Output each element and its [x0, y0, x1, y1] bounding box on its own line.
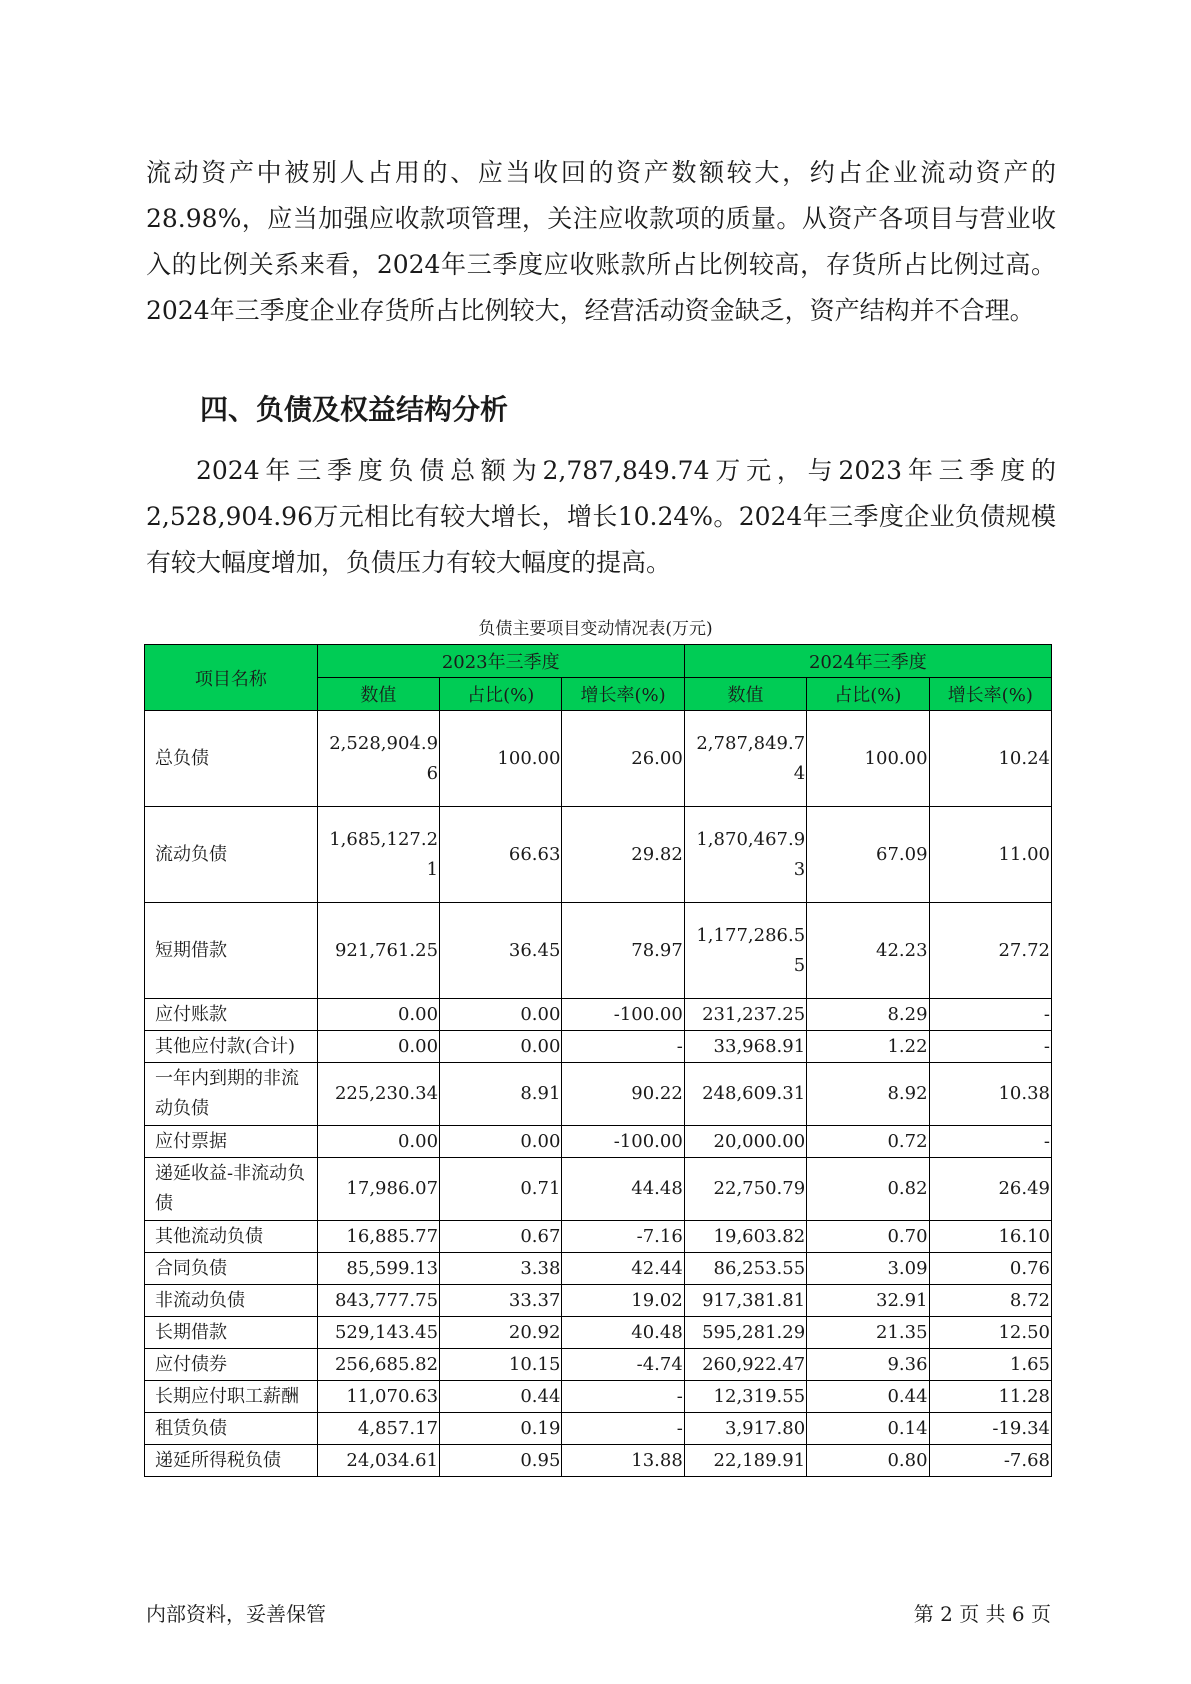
cell-growth-2024: - — [929, 1126, 1051, 1158]
cell-growth-2023: - — [562, 1381, 684, 1413]
cell-value-2024: 260,922.47 — [684, 1349, 806, 1381]
cell-value-2024: 19,603.82 — [684, 1221, 806, 1253]
cell-ratio-2024: 0.14 — [807, 1413, 929, 1445]
table-row — [145, 1445, 1052, 1477]
footer-confidential-note: 内部资料，妥善保管 — [146, 1602, 326, 1626]
cell-growth-2024: 27.72 — [929, 903, 1051, 999]
cell-growth-2023: 42.44 — [562, 1253, 684, 1285]
row-label: 应付账款 — [145, 999, 318, 1031]
row-label: 其他流动负债 — [145, 1221, 318, 1253]
table-row — [145, 1413, 1052, 1445]
row-label: 应付票据 — [145, 1126, 318, 1158]
cell-ratio-2023: 66.63 — [440, 807, 562, 903]
cell-ratio-2023: 8.91 — [440, 1063, 562, 1126]
cell-ratio-2023: 10.15 — [440, 1349, 562, 1381]
cell-value-2023: 0.00 — [317, 999, 439, 1031]
cell-value-2023: 11,070.63 — [317, 1381, 439, 1413]
liabilities-table — [144, 644, 1052, 1477]
cell-ratio-2023: 100.00 — [440, 711, 562, 807]
cell-growth-2024: 10.38 — [929, 1063, 1051, 1126]
cell-value-2024: 917,381.81 — [684, 1285, 806, 1317]
cell-ratio-2023: 36.45 — [440, 903, 562, 999]
table-row — [145, 1381, 1052, 1413]
cell-ratio-2023: 20.92 — [440, 1317, 562, 1349]
row-label: 一年内到期的非流动负债 — [145, 1063, 318, 1126]
cell-ratio-2024: 0.82 — [807, 1158, 929, 1221]
cell-ratio-2023: 0.95 — [440, 1445, 562, 1477]
cell-value-2023: 529,143.45 — [317, 1317, 439, 1349]
cell-value-2024: 3,917.80 — [684, 1413, 806, 1445]
cell-growth-2024: 11.28 — [929, 1381, 1051, 1413]
row-label: 递延所得税负债 — [145, 1445, 318, 1477]
cell-value-2024: 33,968.91 — [684, 1031, 806, 1063]
body-paragraph-liabilities: 2024年三季度负债总额为2,787,849.74万元，与2023年三季度的2,528,904.96万元相比有较大增长，增长10.24%。2024年三季度企业负债规模有较大幅度增加，负债压力有较大幅度的提高。 — [146, 456, 1056, 577]
cell-growth-2024: 26.49 — [929, 1158, 1051, 1221]
column-header-period-2024: 2024年三季度 — [684, 645, 1051, 678]
cell-ratio-2024: 9.36 — [807, 1349, 929, 1381]
cell-growth-2024: -7.68 — [929, 1445, 1051, 1477]
cell-growth-2023: 90.22 — [562, 1063, 684, 1126]
cell-ratio-2024: 0.44 — [807, 1381, 929, 1413]
row-label: 流动负债 — [145, 807, 318, 903]
cell-ratio-2024: 3.09 — [807, 1253, 929, 1285]
footer-page-number: 第 2 页 共 6 页 — [913, 1602, 1051, 1626]
table-row — [145, 1317, 1052, 1349]
cell-ratio-2024: 1.22 — [807, 1031, 929, 1063]
table-row — [145, 1158, 1052, 1221]
column-header-period-2023: 2023年三季度 — [317, 645, 684, 678]
table-row — [145, 1221, 1052, 1253]
cell-value-2023: 0.00 — [317, 1031, 439, 1063]
cell-value-2024: 1,870,467.93 — [684, 807, 806, 903]
cell-growth-2023: - — [562, 1413, 684, 1445]
cell-value-2023: 4,857.17 — [317, 1413, 439, 1445]
cell-value-2023: 256,685.82 — [317, 1349, 439, 1381]
cell-growth-2023: - — [562, 1031, 684, 1063]
cell-growth-2024: 11.00 — [929, 807, 1051, 903]
column-header-growth-2023: 增长率(%) — [562, 678, 684, 711]
column-header-item-name: 项目名称 — [145, 645, 318, 711]
cell-value-2023: 16,885.77 — [317, 1221, 439, 1253]
cell-value-2023: 24,034.61 — [317, 1445, 439, 1477]
cell-ratio-2024: 0.80 — [807, 1445, 929, 1477]
cell-growth-2023: 78.97 — [562, 903, 684, 999]
row-label: 租赁负债 — [145, 1413, 318, 1445]
cell-growth-2024: - — [929, 1031, 1051, 1063]
cell-growth-2024: 1.65 — [929, 1349, 1051, 1381]
table-caption: 负债主要项目变动情况表(万元) — [478, 619, 713, 639]
cell-growth-2023: 40.48 — [562, 1317, 684, 1349]
cell-ratio-2024: 8.92 — [807, 1063, 929, 1126]
row-label: 总负债 — [145, 711, 318, 807]
table-row — [145, 1349, 1052, 1381]
table-row — [145, 1253, 1052, 1285]
cell-ratio-2024: 21.35 — [807, 1317, 929, 1349]
cell-ratio-2024: 32.91 — [807, 1285, 929, 1317]
cell-ratio-2024: 0.72 — [807, 1126, 929, 1158]
section-heading: 四、负债及权益结构分析 — [200, 393, 509, 426]
cell-growth-2024: 8.72 — [929, 1285, 1051, 1317]
row-label: 合同负债 — [145, 1253, 318, 1285]
table-row — [145, 1063, 1052, 1126]
cell-value-2024: 12,319.55 — [684, 1381, 806, 1413]
cell-value-2024: 231,237.25 — [684, 999, 806, 1031]
cell-ratio-2023: 0.19 — [440, 1413, 562, 1445]
table-row — [145, 711, 1052, 807]
body-paragraph-assets: 流动资产中被别人占用的、应当收回的资产数额较大，约占企业流动资产的28.98%，应当加强应收款项管理，关注应收款项的质量。从资产各项目与营业收入的比例关系来看，2024年三季度应收账款所占比例较高，存货所占比例过高。2024年三季度企业存货所占比例较大，经营活动资金缺乏，资产结构并不合理。 — [146, 158, 1056, 325]
row-label: 递延收益-非流动负债 — [145, 1158, 318, 1221]
row-label: 长期应付职工薪酬 — [145, 1381, 318, 1413]
cell-value-2023: 17,986.07 — [317, 1158, 439, 1221]
cell-growth-2023: 44.48 — [562, 1158, 684, 1221]
table-row — [145, 903, 1052, 999]
column-header-growth-2024: 增长率(%) — [929, 678, 1051, 711]
cell-growth-2023: -100.00 — [562, 1126, 684, 1158]
cell-value-2024: 248,609.31 — [684, 1063, 806, 1126]
cell-value-2024: 1,177,286.55 — [684, 903, 806, 999]
cell-ratio-2023: 0.00 — [440, 999, 562, 1031]
cell-ratio-2024: 42.23 — [807, 903, 929, 999]
cell-growth-2023: -4.74 — [562, 1349, 684, 1381]
cell-ratio-2023: 0.44 — [440, 1381, 562, 1413]
cell-ratio-2023: 0.00 — [440, 1126, 562, 1158]
cell-growth-2023: -7.16 — [562, 1221, 684, 1253]
column-header-ratio-2024: 占比(%) — [807, 678, 929, 711]
row-label: 其他应付款(合计) — [145, 1031, 318, 1063]
cell-growth-2024: 10.24 — [929, 711, 1051, 807]
cell-growth-2023: 26.00 — [562, 711, 684, 807]
cell-value-2024: 595,281.29 — [684, 1317, 806, 1349]
cell-ratio-2023: 33.37 — [440, 1285, 562, 1317]
cell-value-2023: 921,761.25 — [317, 903, 439, 999]
cell-growth-2024: 16.10 — [929, 1221, 1051, 1253]
cell-ratio-2024: 8.29 — [807, 999, 929, 1031]
cell-growth-2023: 13.88 — [562, 1445, 684, 1477]
cell-ratio-2023: 0.00 — [440, 1031, 562, 1063]
table-row — [145, 807, 1052, 903]
row-label: 长期借款 — [145, 1317, 318, 1349]
cell-growth-2024: 0.76 — [929, 1253, 1051, 1285]
column-header-value-2024: 数值 — [684, 678, 806, 711]
cell-ratio-2023: 3.38 — [440, 1253, 562, 1285]
cell-growth-2024: - — [929, 999, 1051, 1031]
cell-value-2023: 1,685,127.21 — [317, 807, 439, 903]
row-label: 非流动负债 — [145, 1285, 318, 1317]
column-header-ratio-2023: 占比(%) — [440, 678, 562, 711]
cell-value-2024: 20,000.00 — [684, 1126, 806, 1158]
cell-value-2024: 2,787,849.74 — [684, 711, 806, 807]
cell-ratio-2024: 100.00 — [807, 711, 929, 807]
table-row — [145, 999, 1052, 1031]
cell-ratio-2023: 0.71 — [440, 1158, 562, 1221]
cell-value-2024: 22,189.91 — [684, 1445, 806, 1477]
cell-growth-2023: 19.02 — [562, 1285, 684, 1317]
cell-value-2024: 22,750.79 — [684, 1158, 806, 1221]
cell-growth-2023: -100.00 — [562, 999, 684, 1031]
cell-value-2023: 843,777.75 — [317, 1285, 439, 1317]
cell-growth-2023: 29.82 — [562, 807, 684, 903]
cell-ratio-2024: 67.09 — [807, 807, 929, 903]
cell-value-2023: 225,230.34 — [317, 1063, 439, 1126]
cell-growth-2024: 12.50 — [929, 1317, 1051, 1349]
cell-ratio-2024: 0.70 — [807, 1221, 929, 1253]
cell-growth-2024: -19.34 — [929, 1413, 1051, 1445]
table-row — [145, 1126, 1052, 1158]
row-label: 短期借款 — [145, 903, 318, 999]
cell-ratio-2023: 0.67 — [440, 1221, 562, 1253]
table-row — [145, 1285, 1052, 1317]
cell-value-2024: 86,253.55 — [684, 1253, 806, 1285]
cell-value-2023: 2,528,904.96 — [317, 711, 439, 807]
cell-value-2023: 0.00 — [317, 1126, 439, 1158]
column-header-value-2023: 数值 — [317, 678, 439, 711]
cell-value-2023: 85,599.13 — [317, 1253, 439, 1285]
table-row — [145, 1031, 1052, 1063]
row-label: 应付债券 — [145, 1349, 318, 1381]
